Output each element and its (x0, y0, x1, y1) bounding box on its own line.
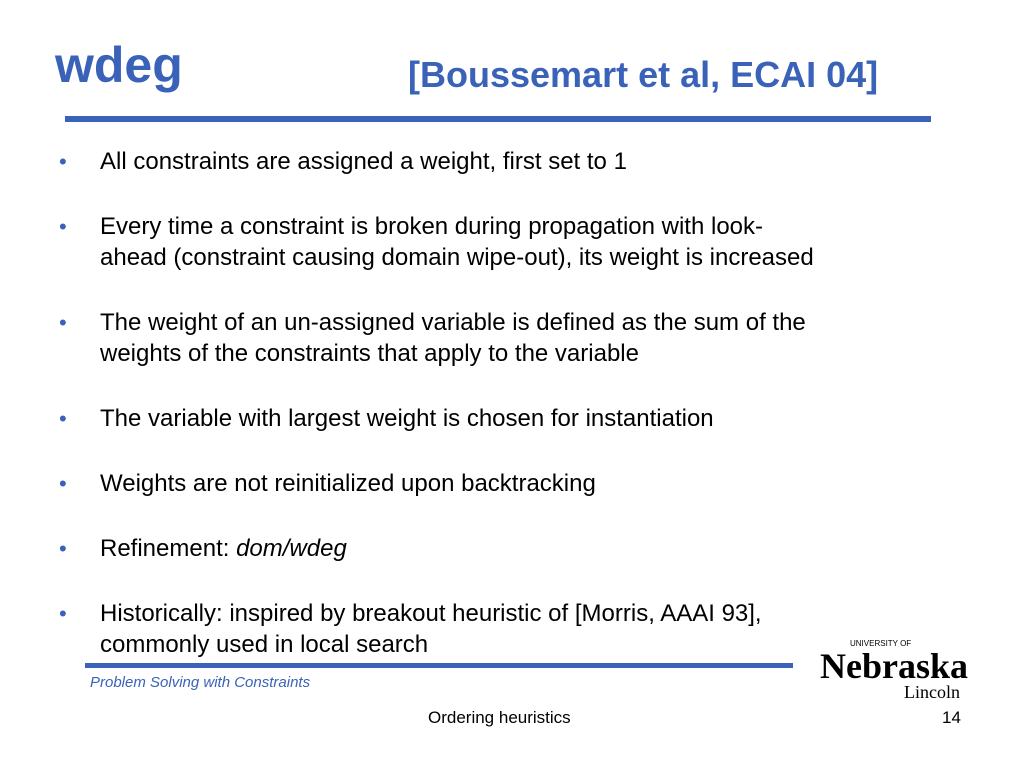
bullet-text-line2: commonly used in local search (100, 631, 429, 658)
footer-section-title: Ordering heuristics (428, 708, 571, 727)
bullet-text-prefix: Refinement: (100, 535, 237, 562)
bullet-text-line1: Historically: inspired by breakout heuristic of [Morris, AAAI 93], (100, 600, 762, 627)
bullet-text: All constraints are assigned a weight, first set to 1 (100, 148, 627, 175)
slide-citation: [Boussemart et al, ECAI 04] (408, 54, 879, 95)
bullet-text-line2: ahead (constraint causing domain wipe-out), its weight is increased (100, 244, 814, 271)
logo-campus-text: Lincoln (904, 682, 960, 702)
page-number: 14 (942, 708, 961, 727)
bullet-icon: • (59, 471, 67, 496)
logo-university-text: UNIVERSITY OF (850, 639, 912, 648)
bullet-icon: • (59, 149, 67, 174)
bullet-list (56, 146, 976, 694)
bullet-text: Weights are not reinitialized upon backtracking (100, 470, 596, 497)
footer-course-title: Problem Solving with Constraints (90, 674, 311, 691)
bullet-text-line1: Every time a constraint is broken during propagation with look- (100, 213, 763, 240)
logo-name-text: Nebraska (820, 646, 968, 686)
bullet-icon: • (59, 406, 67, 431)
slide-title: wdeg (55, 37, 183, 93)
bullet-icon: • (59, 601, 67, 626)
bullet-text: The variable with largest weight is chosen for instantiation (100, 405, 714, 432)
bullet-text-emphasis: dom/wdeg (236, 535, 347, 562)
footer-divider (85, 663, 793, 668)
university-logo (818, 636, 968, 702)
bullet-text-line1: The weight of an un-assigned variable is defined as the sum of the (100, 309, 806, 336)
bullet-item (56, 307, 976, 369)
bullet-icon: • (59, 310, 67, 335)
bullet-text-line2: weights of the constraints that apply to the variable (100, 340, 639, 367)
bullet-icon: • (59, 214, 67, 239)
bullet-item (56, 146, 976, 177)
bullet-item (56, 403, 976, 434)
bullet-item (56, 468, 976, 499)
title-divider (65, 116, 931, 122)
bullet-item (56, 211, 976, 273)
bullet-item (56, 533, 976, 564)
bullet-icon: • (59, 536, 67, 561)
